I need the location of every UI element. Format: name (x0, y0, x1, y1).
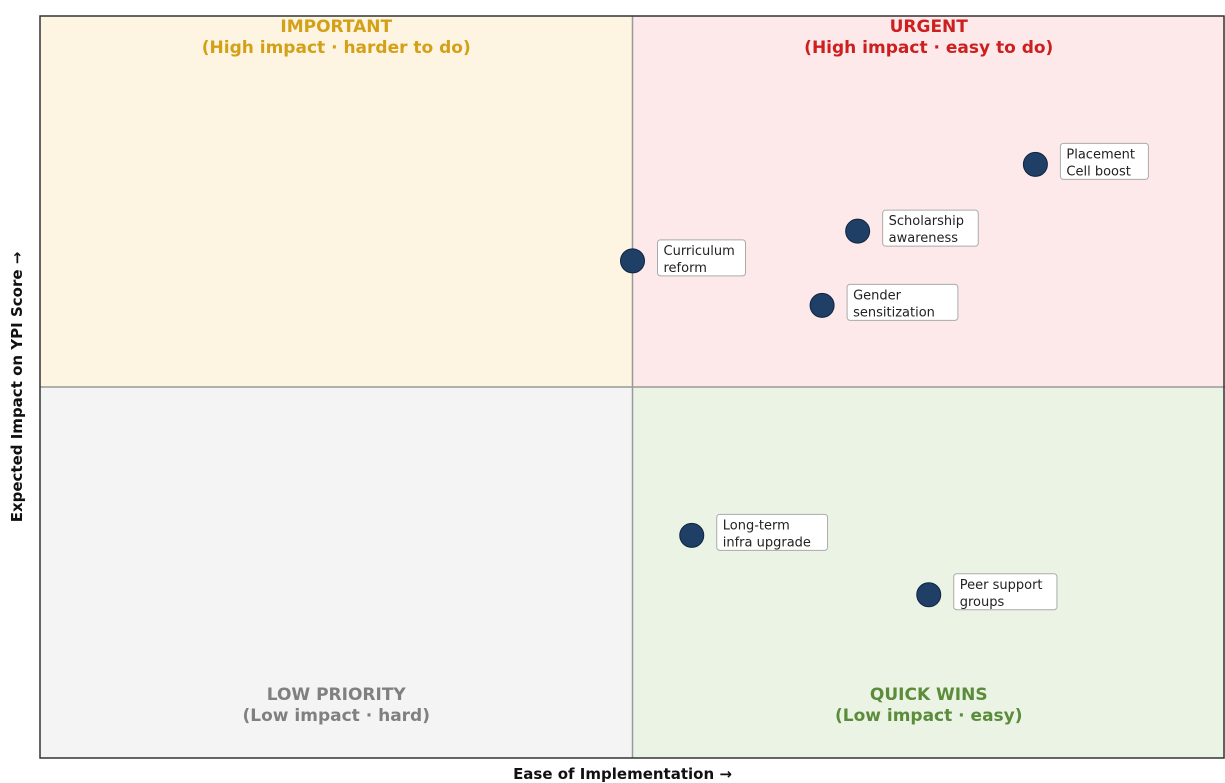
point-marker (621, 249, 645, 273)
point-label-line: Curriculum (663, 243, 735, 259)
x-axis-label: Ease of Implementation → (513, 765, 732, 783)
point-label-line: Placement (1066, 147, 1135, 163)
quadrant-subtitle-low-priority: (Low impact · hard) (242, 706, 430, 726)
point-label-line: infra upgrade (722, 535, 811, 551)
quadrant-subtitle-quick-wins: (Low impact · easy) (834, 706, 1023, 726)
point-label-line: Peer support (959, 577, 1043, 593)
point-marker (1023, 152, 1047, 176)
quadrant-title-low-priority: LOW PRIORITY (266, 685, 406, 705)
point-marker (680, 523, 704, 547)
point-label-line: groups (959, 594, 1005, 610)
point-marker (917, 583, 941, 607)
quadrant-subtitle-urgent: (High impact · easy to do) (804, 38, 1054, 58)
point-label-line: Gender (853, 288, 902, 304)
point-label-line: sensitization (853, 305, 935, 321)
quadrant-important (40, 16, 633, 387)
point-label-line: awareness (888, 231, 959, 247)
point-marker (846, 219, 870, 243)
point-label-line: Cell boost (1066, 164, 1131, 180)
quadrant-urgent (633, 16, 1225, 387)
quadrant-title-urgent: URGENT (889, 17, 968, 37)
quadrant-title-important: IMPORTANT (280, 17, 393, 37)
y-axis-label: Expected Impact on YPI Score → (8, 251, 26, 523)
point-label-line: reform (663, 260, 707, 276)
quadrant-subtitle-important: (High impact · harder to do) (201, 38, 471, 58)
quadrant-backgrounds (40, 16, 1225, 758)
quadrant-title-quick-wins: QUICK WINS (869, 685, 988, 705)
point-marker (810, 293, 834, 317)
point-label-line: Scholarship (888, 214, 965, 230)
point-label-line: Long-term (722, 518, 790, 534)
